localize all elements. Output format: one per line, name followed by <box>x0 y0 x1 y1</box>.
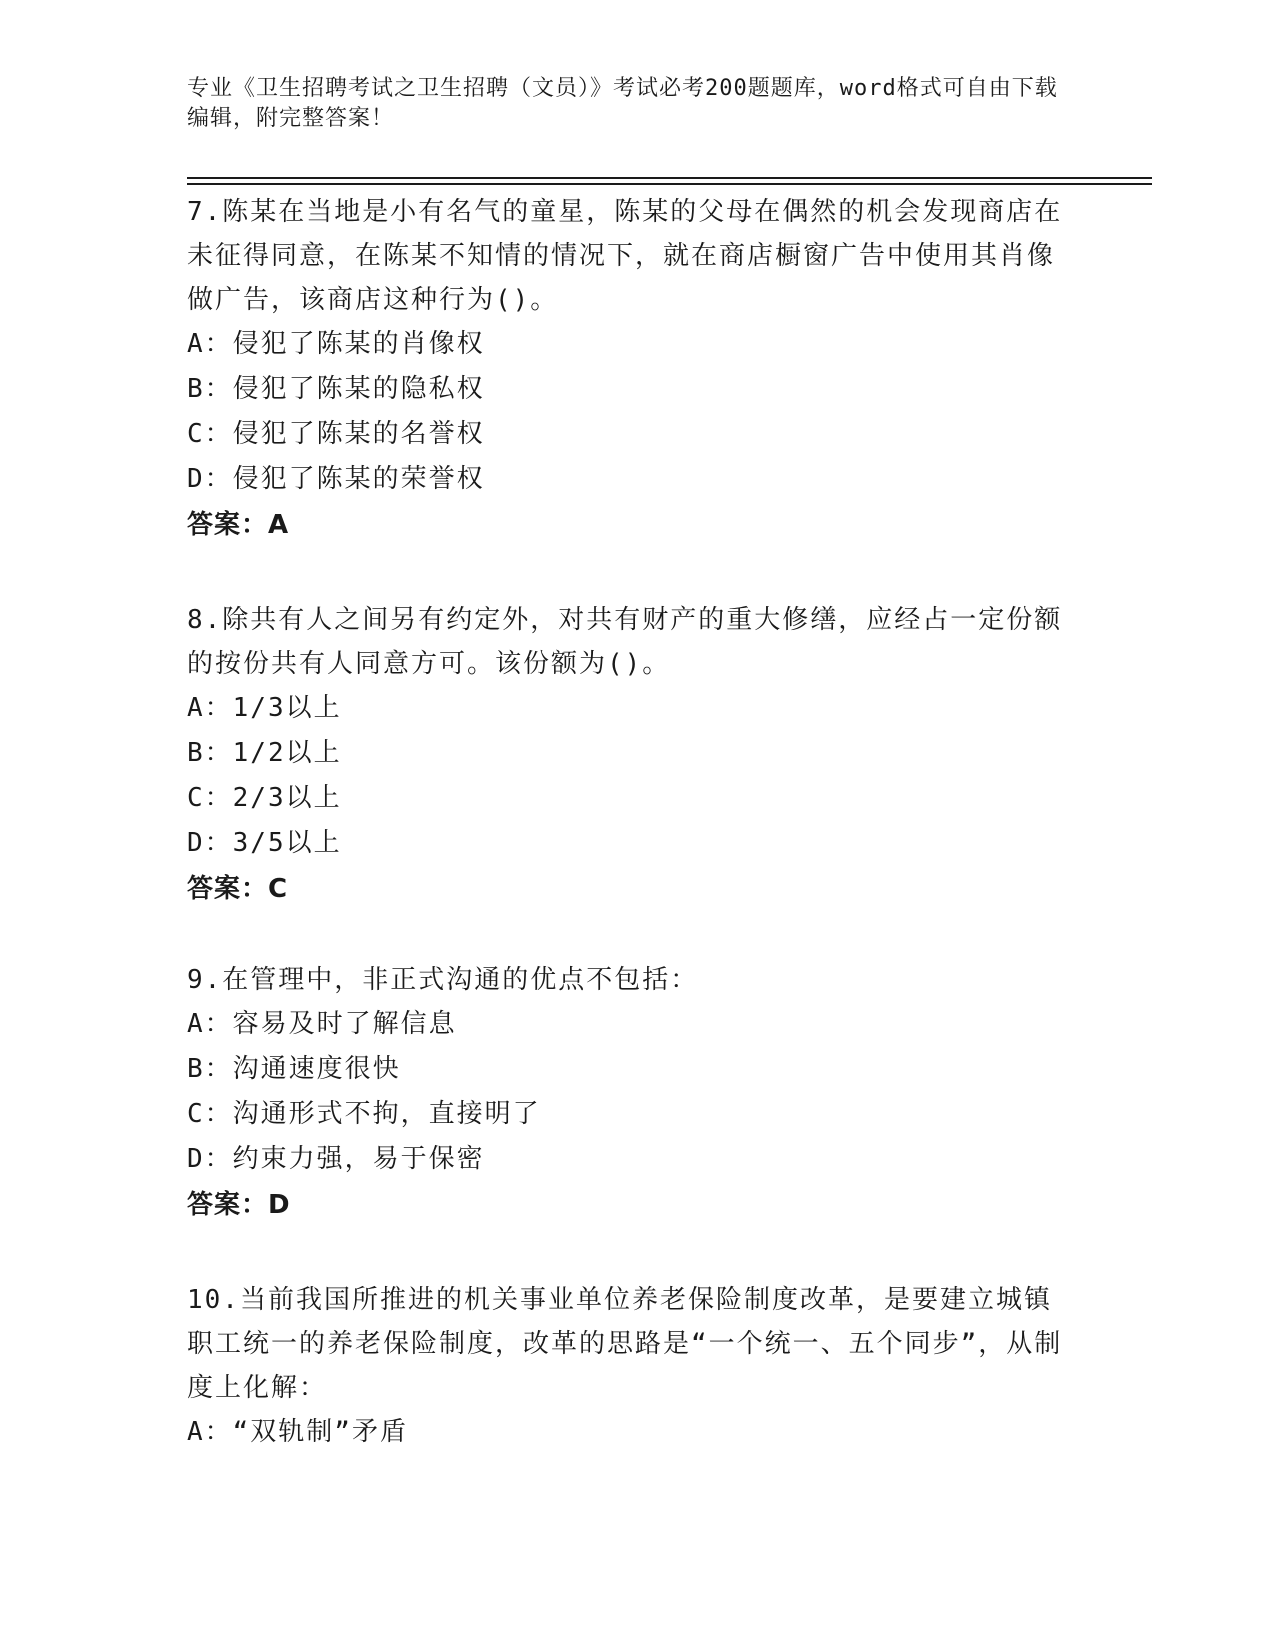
option-c: C：侵犯了陈某的名誉权 <box>187 419 485 449</box>
option-d: D：侵犯了陈某的荣誉权 <box>187 464 485 494</box>
question-8 <box>187 598 1067 912</box>
answer: 答案：C <box>187 874 289 904</box>
option-a: A：侵犯了陈某的肖像权 <box>187 329 485 359</box>
question-10 <box>187 1278 1067 1455</box>
question-7 <box>187 190 1067 548</box>
option-a: A：1/3以上 <box>187 693 342 723</box>
document-header: 专业《卫生招聘考试之卫生招聘（文员）》考试必考200题题库，word格式可自由下载编辑，附完整答案！ <box>187 76 1058 131</box>
option-a: A：“双轨制”矛盾 <box>187 1417 408 1447</box>
question-stem: 10.当前我国所推进的机关事业单位养老保险制度改革，是要建立城镇职工统一的养老保险制度，改革的思路是“一个统一、五个同步”，从制度上化解： <box>187 1285 1063 1403</box>
header-divider-top <box>187 177 1152 179</box>
option-c: C：2/3以上 <box>187 783 342 813</box>
question-9 <box>187 958 1067 1228</box>
option-b: B：沟通速度很快 <box>187 1054 401 1084</box>
question-stem: 8.除共有人之间另有约定外，对共有财产的重大修缮，应经占一定份额的按份共有人同意方可。该份额为()。 <box>187 605 1063 679</box>
option-d: D：约束力强，易于保密 <box>187 1144 485 1174</box>
question-stem: 9.在管理中，非正式沟通的优点不包括： <box>187 965 699 995</box>
option-c: C：沟通形式不拘，直接明了 <box>187 1099 541 1129</box>
option-d: D：3/5以上 <box>187 828 342 858</box>
answer: 答案：D <box>187 1190 291 1220</box>
option-a: A：容易及时了解信息 <box>187 1009 457 1039</box>
question-stem: 7.陈某在当地是小有名气的童星，陈某的父母在偶然的机会发现商店在未征得同意，在陈某不知情的情况下，就在商店橱窗广告中使用其肖像做广告，该商店这种行为()。 <box>187 197 1063 315</box>
option-b: B：1/2以上 <box>187 738 342 768</box>
header-divider-bottom <box>187 183 1152 185</box>
option-b: B：侵犯了陈某的隐私权 <box>187 374 485 404</box>
answer: 答案：A <box>187 510 290 540</box>
